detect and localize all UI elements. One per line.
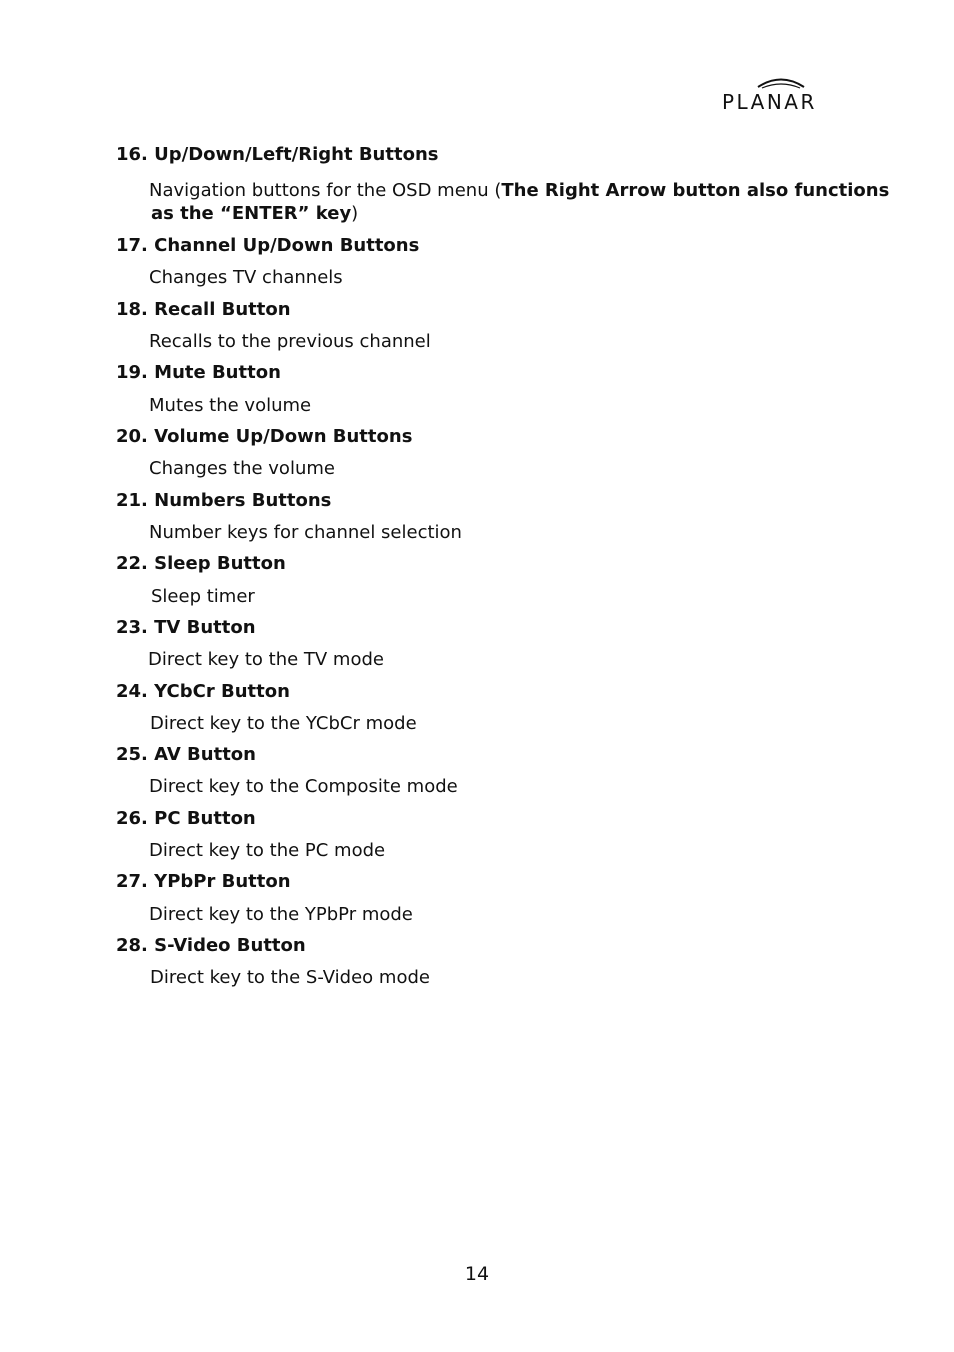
entry-description: Changes TV channels (149, 267, 343, 288)
entry-description: Number keys for channel selection (149, 522, 462, 543)
entry-description: Direct key to the TV mode (148, 649, 384, 670)
entry-description-text: Navigation buttons for the OSD menu ( (149, 180, 502, 201)
entry-description-emphasis: as the “ENTER” key (151, 203, 352, 224)
entry-title: 22. Sleep Button (116, 553, 286, 574)
entry-title: 25. AV Button (116, 744, 256, 765)
entry-description (149, 179, 889, 202)
entry-description: Mutes the volume (149, 395, 312, 416)
entry-description: Recalls to the previous channel (149, 331, 431, 352)
entry-description: Sleep timer (151, 586, 255, 607)
entry-description: Changes the volume (149, 458, 335, 479)
entry-description: Direct key to the PC mode (149, 840, 386, 861)
entry-description-text: ) (351, 203, 359, 224)
entry-description-emphasis: The Right Arrow button also functions (501, 180, 890, 201)
entry-title: 17. Channel Up/Down Buttons (116, 235, 420, 256)
entry-description-continued (151, 202, 358, 225)
entry-title: 18. Recall Button (116, 299, 291, 320)
entry-title: 21. Numbers Buttons (116, 490, 332, 511)
entry-description: Direct key to the YPbPr mode (149, 904, 413, 925)
entry-title: 28. S-Video Button (116, 935, 306, 956)
entry-title: 23. TV Button (116, 617, 256, 638)
entry-title: 19. Mute Button (116, 362, 281, 383)
entry-title: 16. Up/Down/Left/Right Buttons (116, 144, 439, 165)
page-number: 14 (464, 1263, 490, 1285)
entry-description: Direct key to the Composite mode (149, 776, 458, 797)
planar-logo (722, 74, 842, 118)
entry-title: 20. Volume Up/Down Buttons (116, 426, 413, 447)
entry-title: 27. YPbPr Button (116, 871, 291, 892)
entry-description: Direct key to the S-Video mode (150, 967, 430, 988)
entry-description: Direct key to the YCbCr mode (150, 713, 417, 734)
logo-text: PLANAR (722, 90, 817, 114)
entry-title: 24. YCbCr Button (116, 681, 290, 702)
entry-title: 26. PC Button (116, 808, 256, 829)
logo-arc-icon (756, 74, 806, 90)
